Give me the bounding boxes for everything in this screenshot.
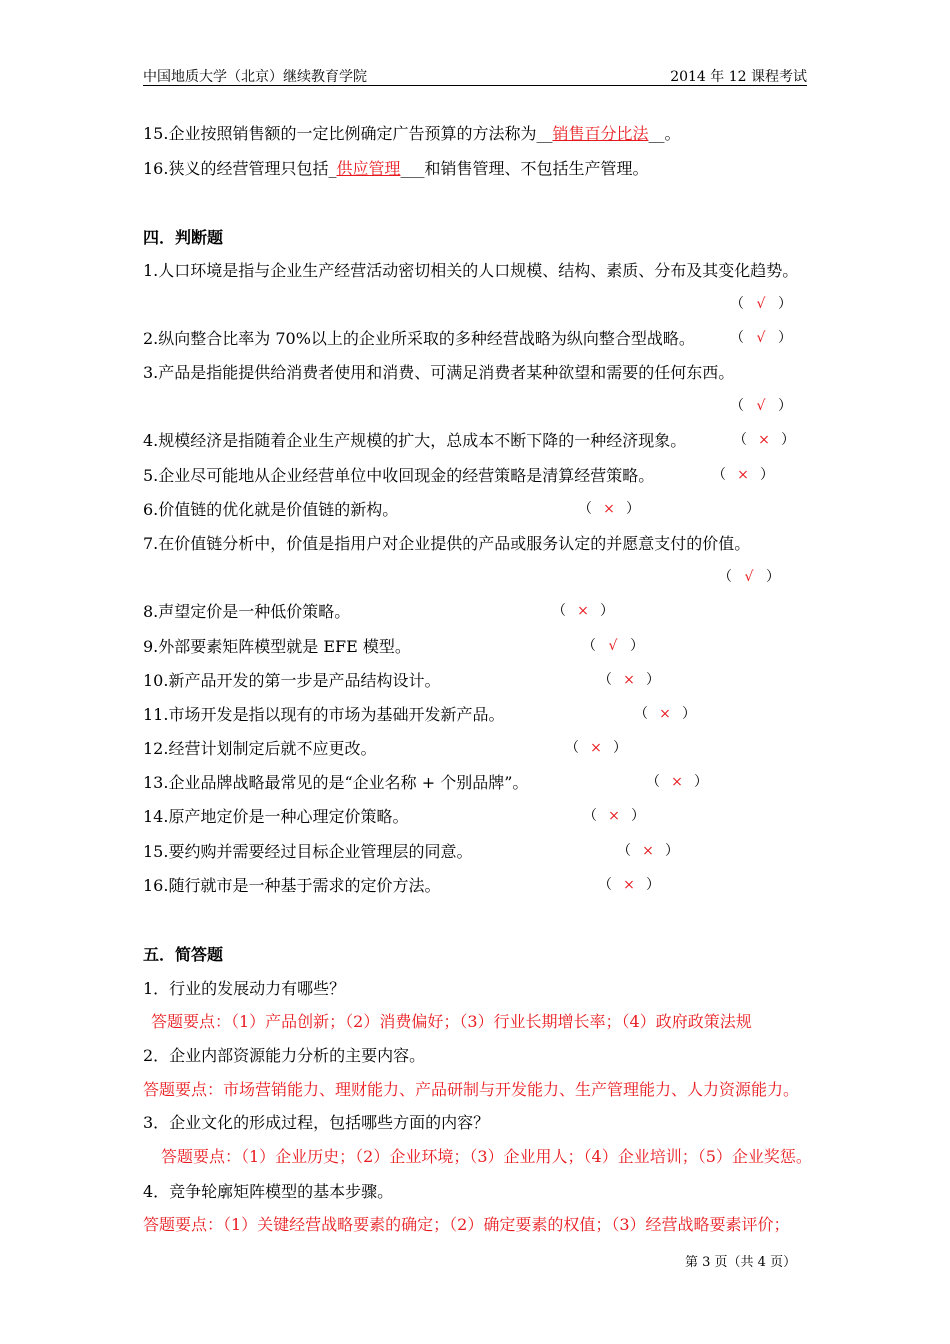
judge-mark-9: （ √ ）	[582, 638, 644, 654]
fill-16-blank-post: ___	[400, 159, 425, 178]
short-question-2: 2．企业内部资源能力分析的主要内容。	[143, 1046, 426, 1065]
judge-item-15: 15.要约购并需要经过目标企业管理层的同意。	[143, 842, 473, 861]
fill-15-blank-pre: __	[536, 124, 553, 143]
fill-16-prompt: 16.狭义的经营管理只包括	[143, 159, 329, 178]
judge-item-9: 9.外部要素矩阵模型就是 EFE 模型。	[143, 637, 411, 656]
judge-item-10: 10.新产品开发的第一步是产品结构设计。	[143, 671, 441, 690]
judge-section-title: 四．判断题	[143, 228, 224, 247]
judge-item-14: 14.原产地定价是一种心理定价策略。	[143, 807, 409, 826]
short-section-title: 五．简答题	[143, 945, 224, 964]
short-question-4: 4．竞争轮廓矩阵模型的基本步骤。	[143, 1182, 394, 1201]
short-question-3: 3．企业文化的形成过程，包括哪些方面的内容？	[143, 1113, 490, 1132]
judge-mark-15: （ × ）	[617, 843, 679, 859]
short-answer-1: 答题要点：（1）产品创新；（2）消费偏好；（3）行业长期增长率；（4）政府政策法规	[151, 1012, 752, 1031]
fill-15-answer: 销售百分比法	[552, 124, 649, 143]
judge-mark-14: （ × ）	[583, 808, 645, 824]
short-answer-4: 答题要点：（1）关键经营战略要素的确定；（2）确定要素的权值；（3）经营战略要素评价；	[143, 1215, 790, 1234]
fill-question-15	[143, 121, 680, 144]
judge-item-7: 7.在价值链分析中，价值是指用户对企业提供的产品或服务认定的并愿意支付的价值。	[143, 534, 751, 553]
judge-item-5: 5.企业尽可能地从企业经营单位中收回现金的经营策略是清算经营策略。	[143, 466, 655, 485]
judge-mark-4: （ × ）	[733, 432, 795, 448]
judge-item-4: 4.规模经济是指随着企业生产规模的扩大，总成本不断下降的一种经济现象。	[143, 431, 687, 450]
judge-item-12: 12.经营计划制定后就不应更改。	[143, 739, 377, 758]
header-exam-term: 2014 年 12 课程考试	[670, 69, 807, 85]
judge-mark-3: （ √ ）	[730, 398, 792, 414]
judge-item-11: 11.市场开发是指以现有的市场为基础开发新产品。	[143, 705, 505, 724]
judge-mark-10: （ × ）	[598, 672, 660, 688]
judge-mark-11: （ × ）	[634, 706, 696, 722]
judge-item-1: 1.人口环境是指与企业生产经营活动密切相关的人口规模、结构、素质、分布及其变化趋势。	[143, 261, 799, 280]
fill-15-blank-post: __	[648, 124, 665, 143]
fill-16-answer: 供应管理	[336, 159, 401, 178]
fill-15-prompt: 15.企业按照销售额的一定比例确定广告预算的方法称为	[143, 124, 537, 143]
judge-mark-7: （ √ ）	[718, 569, 780, 585]
judge-mark-5: （ × ）	[712, 467, 774, 483]
judge-mark-16: （ × ）	[598, 877, 660, 893]
fill-16-end: 和销售管理、不包括生产管理。	[424, 159, 649, 178]
judge-mark-6: （ × ）	[578, 501, 640, 517]
judge-item-2: 2.纵向整合比率为 70%以上的企业所采取的多种经营战略为纵向整合型战略。	[143, 329, 695, 348]
page-number: 第 3 页（共 4 页）	[685, 1255, 797, 1270]
judge-item-8: 8.声望定价是一种低价策略。	[143, 602, 351, 621]
header-school-name: 中国地质大学（北京）继续教育学院	[143, 69, 367, 85]
short-answer-3: 答题要点：（1）企业历史；（2）企业环境；（3）企业用人；（4）企业培训；（5）企业奖惩。	[161, 1147, 812, 1166]
judge-mark-2: （ √ ）	[730, 330, 792, 346]
fill-16-blank-pre: _	[328, 159, 337, 178]
judge-mark-8: （ × ）	[552, 603, 614, 619]
judge-item-13: 13.企业品牌战略最常见的是“企业名称 + 个别品牌”。	[143, 773, 529, 792]
fill-question-16	[143, 156, 648, 179]
judge-item-3: 3.产品是指能提供给消费者使用和消费、可满足消费者某种欲望和需要的任何东西。	[143, 363, 735, 382]
judge-mark-13: （ × ）	[646, 774, 708, 790]
header-divider	[143, 85, 807, 86]
fill-15-end: 。	[664, 124, 681, 143]
judge-item-16: 16.随行就市是一种基于需求的定价方法。	[143, 876, 441, 895]
short-question-1: 1．行业的发展动力有哪些？	[143, 979, 346, 998]
judge-mark-12: （ × ）	[565, 740, 627, 756]
judge-mark-1: （ √ ）	[730, 296, 792, 312]
judge-item-6: 6.价值链的优化就是价值链的新构。	[143, 500, 399, 519]
short-answer-2: 答题要点：市场营销能力、理财能力、产品研制与开发能力、生产管理能力、人力资源能力。	[143, 1080, 800, 1099]
